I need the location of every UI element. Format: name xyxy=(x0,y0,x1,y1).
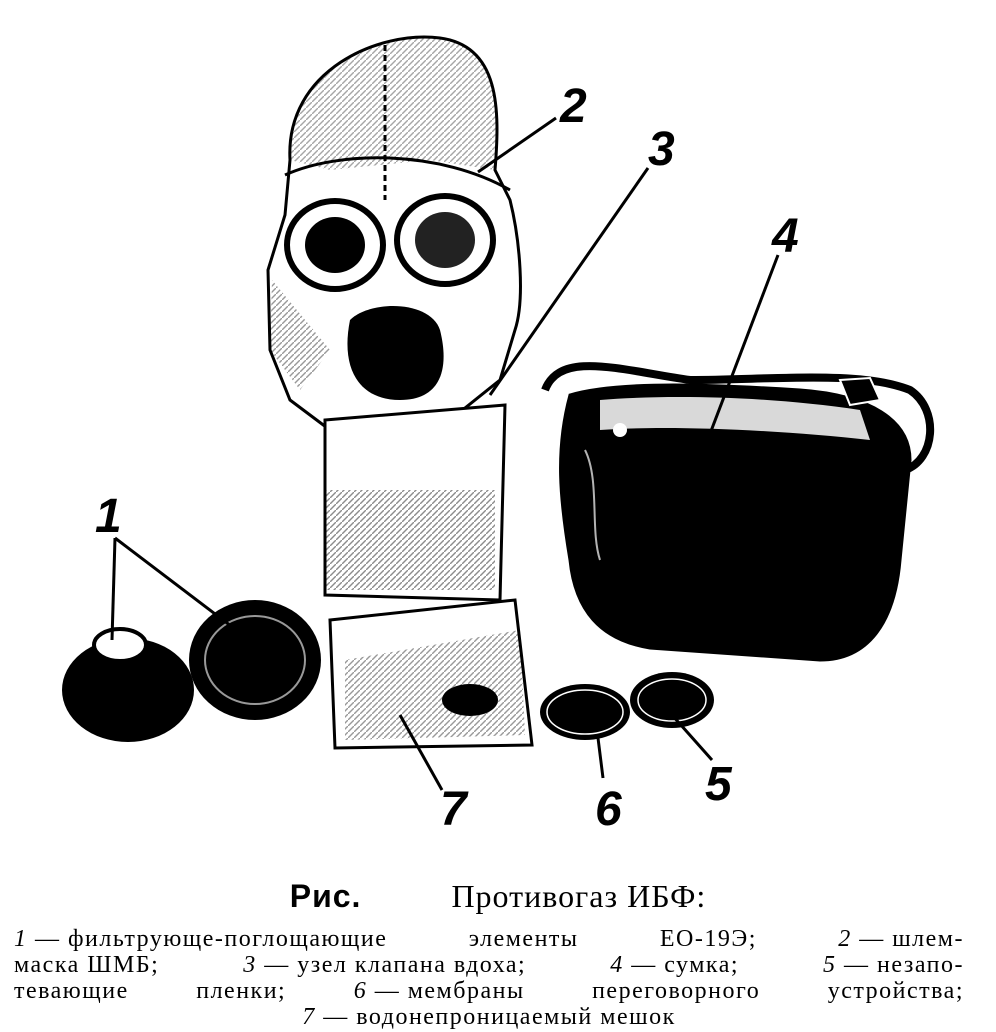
label-4: 4 xyxy=(772,210,799,263)
label-6: 6 xyxy=(595,783,622,836)
label-2: 2 xyxy=(560,80,587,133)
caption-item-7: 7 — водонепроницаемый мешок xyxy=(302,1004,676,1030)
label-5: 5 xyxy=(705,758,732,811)
figure-word: Рис. xyxy=(289,878,362,914)
label-7: 7 xyxy=(440,783,467,836)
caption-line xyxy=(14,978,964,1004)
caption-text: переговорного xyxy=(592,978,761,1004)
caption-title xyxy=(0,878,996,915)
bag-drawing xyxy=(545,366,930,660)
caption-line xyxy=(14,1004,964,1030)
caption-item-3: 3 — узел клапана вдоха; xyxy=(243,952,527,978)
caption-text: маска ШМБ; xyxy=(14,952,160,978)
helmet-mask-drawing xyxy=(268,37,520,440)
caption-item-4: 4 — сумка; xyxy=(610,952,740,978)
caption-text: тевающие xyxy=(14,978,129,1004)
caption-text: ЕО-19Э; xyxy=(659,926,757,952)
caption-item-6: 6 — мембраны xyxy=(353,978,525,1004)
filter-elements-drawing xyxy=(62,600,321,742)
caption-item-2: 2 — шлем- xyxy=(838,926,964,952)
caption-item-1: 1 — фильтрующе-поглощающие xyxy=(14,926,388,952)
caption-text: элементы xyxy=(468,926,579,952)
label-1: 1 xyxy=(95,490,122,543)
caption-line xyxy=(14,926,964,952)
water-bag-drawing xyxy=(325,405,532,748)
caption-text: устройства; xyxy=(827,978,964,1004)
caption-text: пленки; xyxy=(196,978,287,1004)
caption-line xyxy=(14,952,964,978)
caption-body xyxy=(14,926,964,1030)
caption-item-5: 5 — незапо- xyxy=(823,952,964,978)
figure-title: Противогаз ИБФ: xyxy=(451,878,707,914)
films-membranes-drawing xyxy=(540,672,714,740)
label-3: 3 xyxy=(648,123,675,176)
